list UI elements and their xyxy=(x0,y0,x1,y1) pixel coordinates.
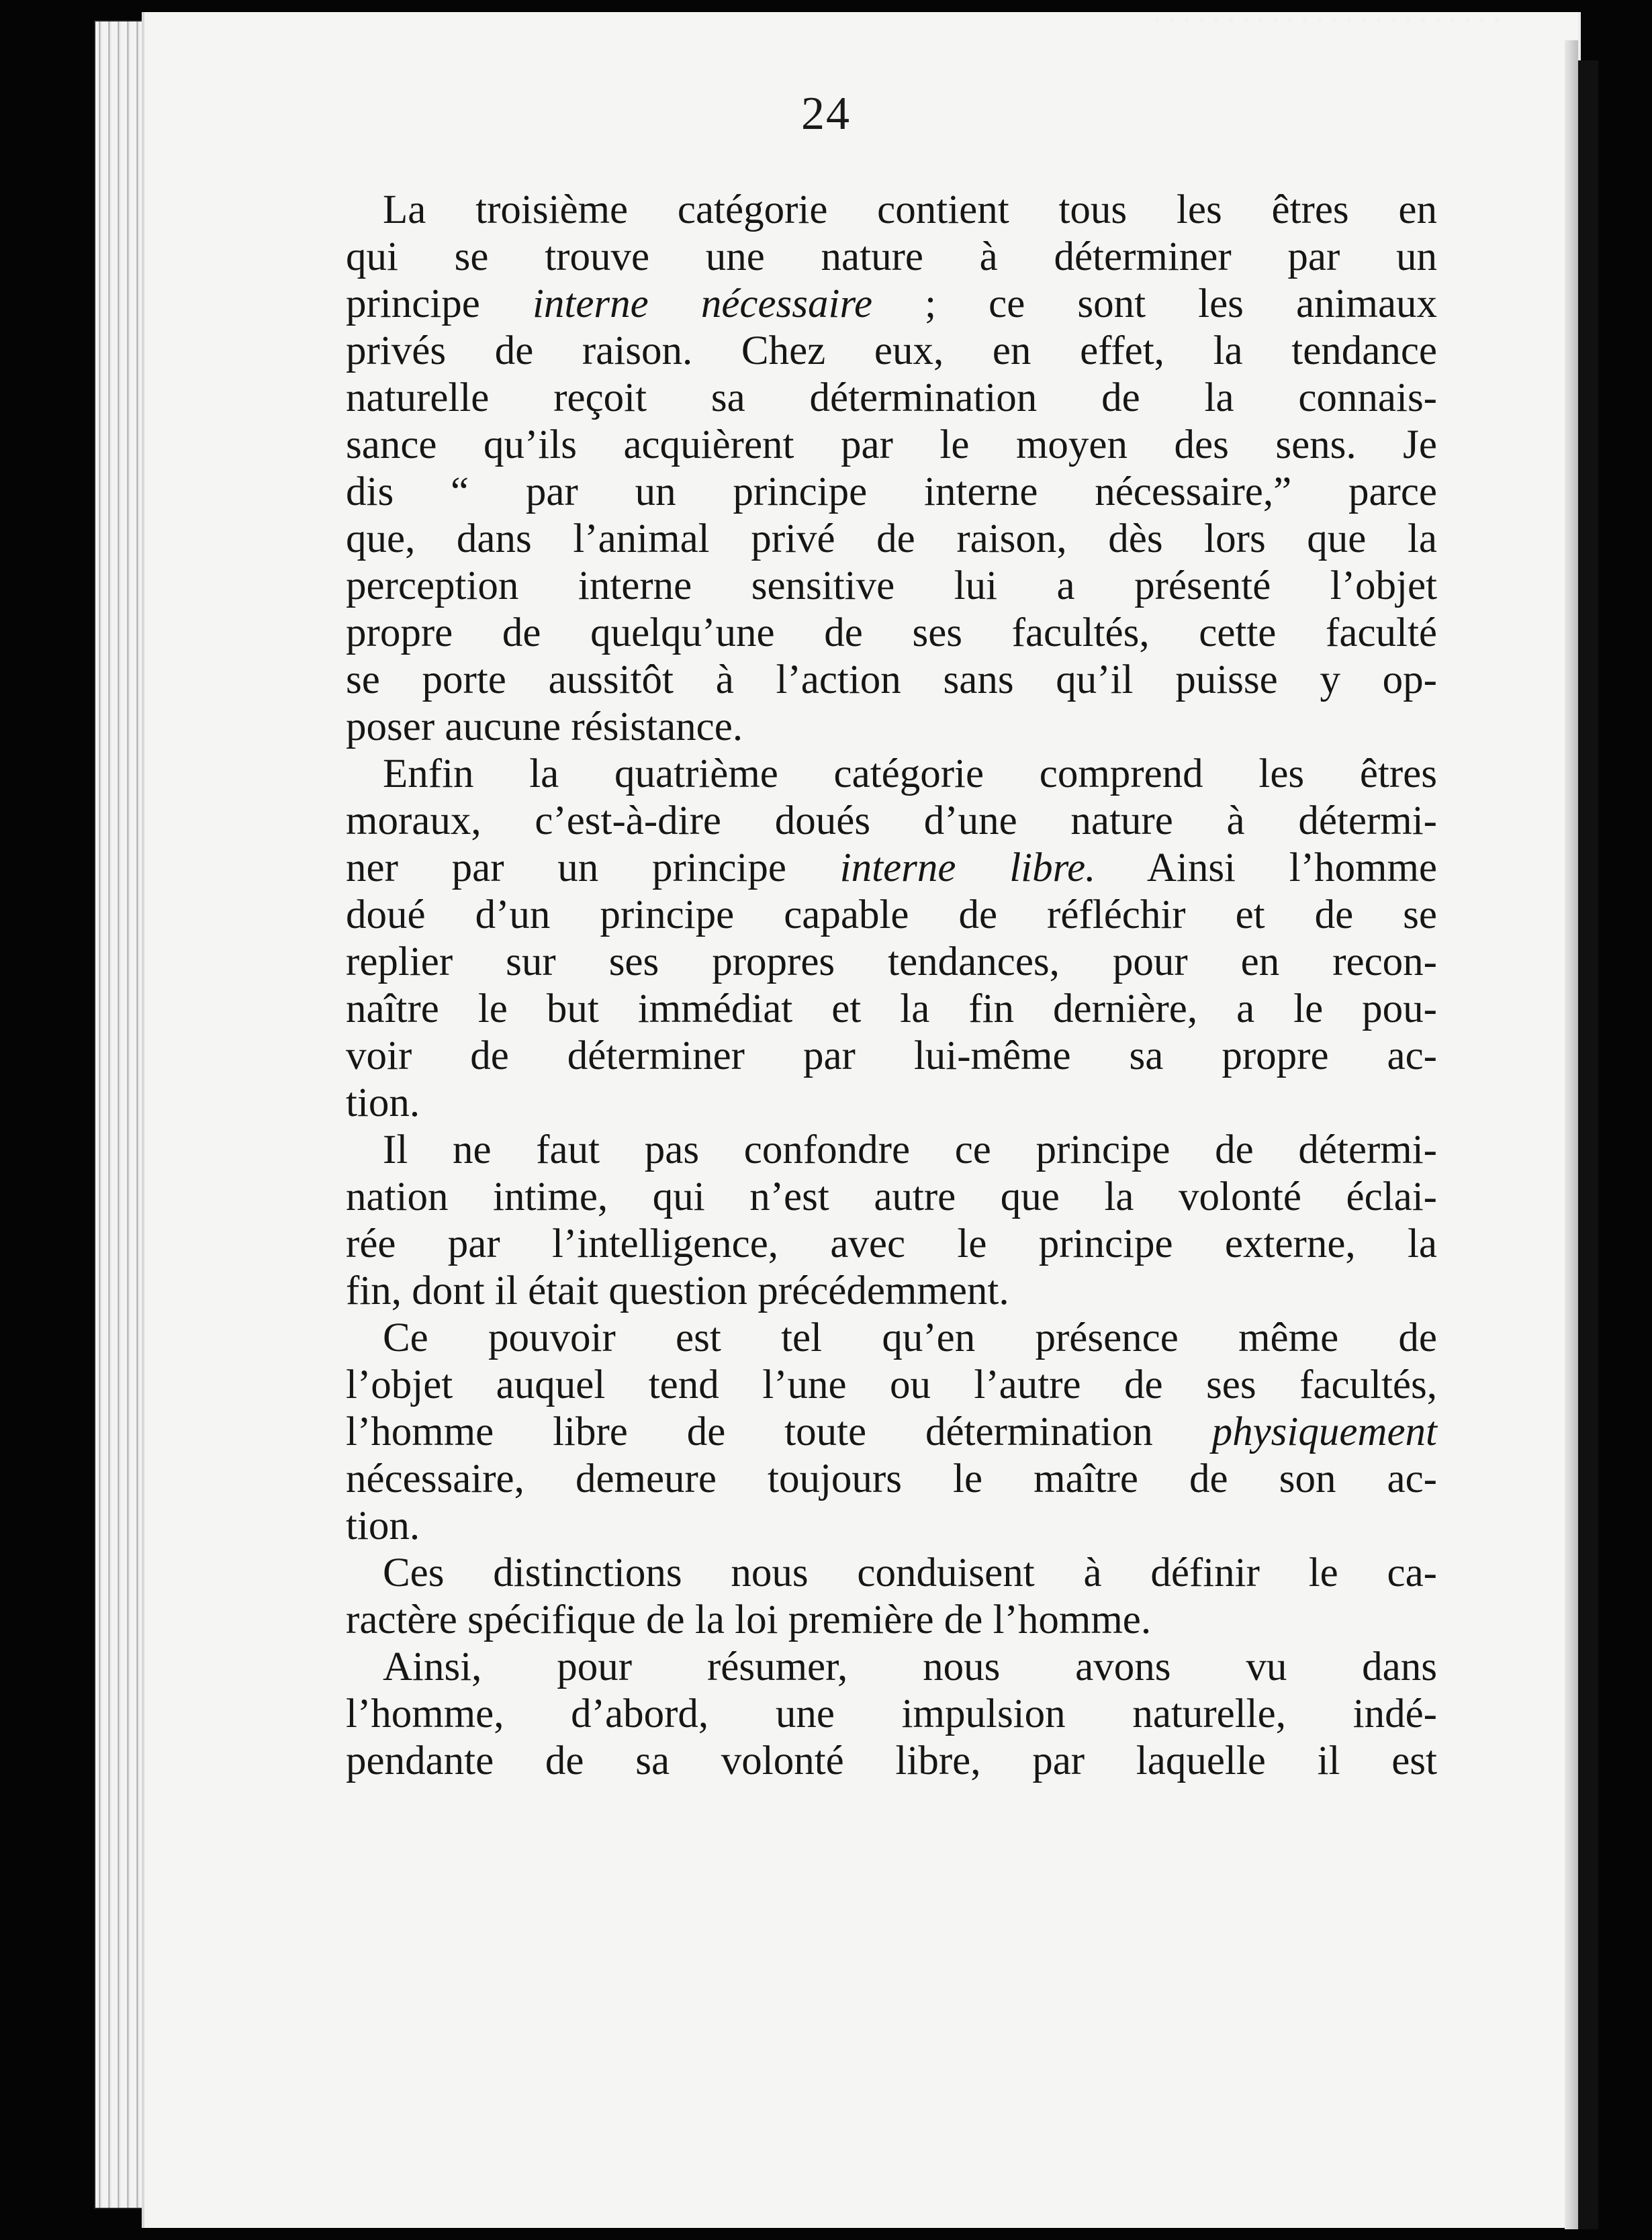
text-line: moraux, c’est-à-dire doués d’une nature à détermi- xyxy=(346,798,1437,843)
text-line: qui se trouve une nature à déterminer par un xyxy=(346,234,1437,279)
text-run: principe xyxy=(346,281,533,326)
text-line: dis “ par un principe interne nécessaire,” parce xyxy=(346,469,1437,514)
text-line: tion. xyxy=(346,1503,420,1548)
paragraph xyxy=(346,1550,1437,1644)
text-line: tion. xyxy=(346,1080,420,1125)
text-line: pendante de sa volonté libre, par laquelle il est xyxy=(346,1738,1437,1783)
text-line: l’homme, d’abord, une impulsion naturelle, indé- xyxy=(346,1691,1437,1736)
text-line: La troisième catégorie contient tous les êtres en xyxy=(383,187,1437,232)
text-line: se porte aussitôt à l’action sans qu’il puisse y op- xyxy=(346,657,1437,702)
text-line: nécessaire, demeure toujours le maître de son ac- xyxy=(346,1456,1437,1501)
text-line: Ainsi, pour résumer, nous avons vu dans xyxy=(383,1644,1437,1689)
text-line: perception interne sensitive lui a présenté l’objet xyxy=(346,563,1437,608)
text-line: nation intime, qui n’est autre que la volonté éclai- xyxy=(346,1174,1437,1219)
paragraph xyxy=(346,187,1437,751)
text-run: Ainsi l’homme xyxy=(1095,845,1437,890)
text-line: rée par l’intelligence, avec le principe externe, la xyxy=(346,1221,1437,1266)
page-gutter-edge xyxy=(1565,40,1578,2229)
text-line: poser aucune résistance. xyxy=(346,704,743,749)
page-number: 24 xyxy=(801,88,851,140)
text-line: l’objet auquel tend l’une ou l’autre de ses facultés, xyxy=(346,1362,1437,1407)
text-line: Il ne faut pas confondre ce principe de détermi- xyxy=(383,1127,1437,1172)
text-line: que, dans l’animal privé de raison, dès lors que la xyxy=(346,516,1437,561)
paragraph xyxy=(346,1127,1437,1315)
paragraph xyxy=(346,1315,1437,1550)
text-line: Ces distinctions nous conduisent à définir le ca- xyxy=(383,1550,1437,1595)
text-line: sance qu’ils acquièrent par le moyen des sens. Je xyxy=(346,422,1437,467)
scan-artifact-dots xyxy=(1155,17,1504,23)
paragraph xyxy=(346,1644,1437,1785)
text-run: ner par un principe xyxy=(346,845,840,890)
text-line: naturelle reçoit sa détermination de la connais- xyxy=(346,375,1437,420)
text-line: fin, dont il était question précédemment. xyxy=(346,1268,1009,1313)
text-run: l’homme libre de toute détermination xyxy=(346,1409,1212,1454)
italic-text: interne nécessaire xyxy=(532,281,873,326)
italic-text: physiquement xyxy=(1211,1409,1437,1454)
text-line xyxy=(346,845,1437,892)
text-line: naître le but immédiat et la fin dernière, a le pou- xyxy=(346,986,1437,1031)
text-line: Ce pouvoir est tel qu’en présence même de xyxy=(383,1315,1437,1360)
text-line: privés de raison. Chez eux, en effet, la tendance xyxy=(346,328,1437,373)
text-line xyxy=(346,1409,1437,1456)
text-line: voir de déterminer par lui-même sa propre ac- xyxy=(346,1033,1437,1078)
text-line: propre de quelqu’une de ses facultés, cette faculté xyxy=(346,610,1437,655)
text-line: replier sur ses propres tendances, pour en recon- xyxy=(346,939,1437,984)
binding-shadow xyxy=(1578,60,1598,2229)
text-run: ; ce sont les animaux xyxy=(872,281,1438,326)
italic-text: interne libre. xyxy=(839,845,1096,890)
text-line: Enfin la quatrième catégorie comprend les êtres xyxy=(383,751,1437,796)
paragraph xyxy=(346,751,1437,1127)
text-line xyxy=(346,281,1437,328)
text-line: doué d’un principe capable de réfléchir et de se xyxy=(346,892,1437,937)
text-line: ractère spécifique de la loi première de l’homme. xyxy=(346,1597,1152,1642)
body-text xyxy=(346,187,1437,1785)
